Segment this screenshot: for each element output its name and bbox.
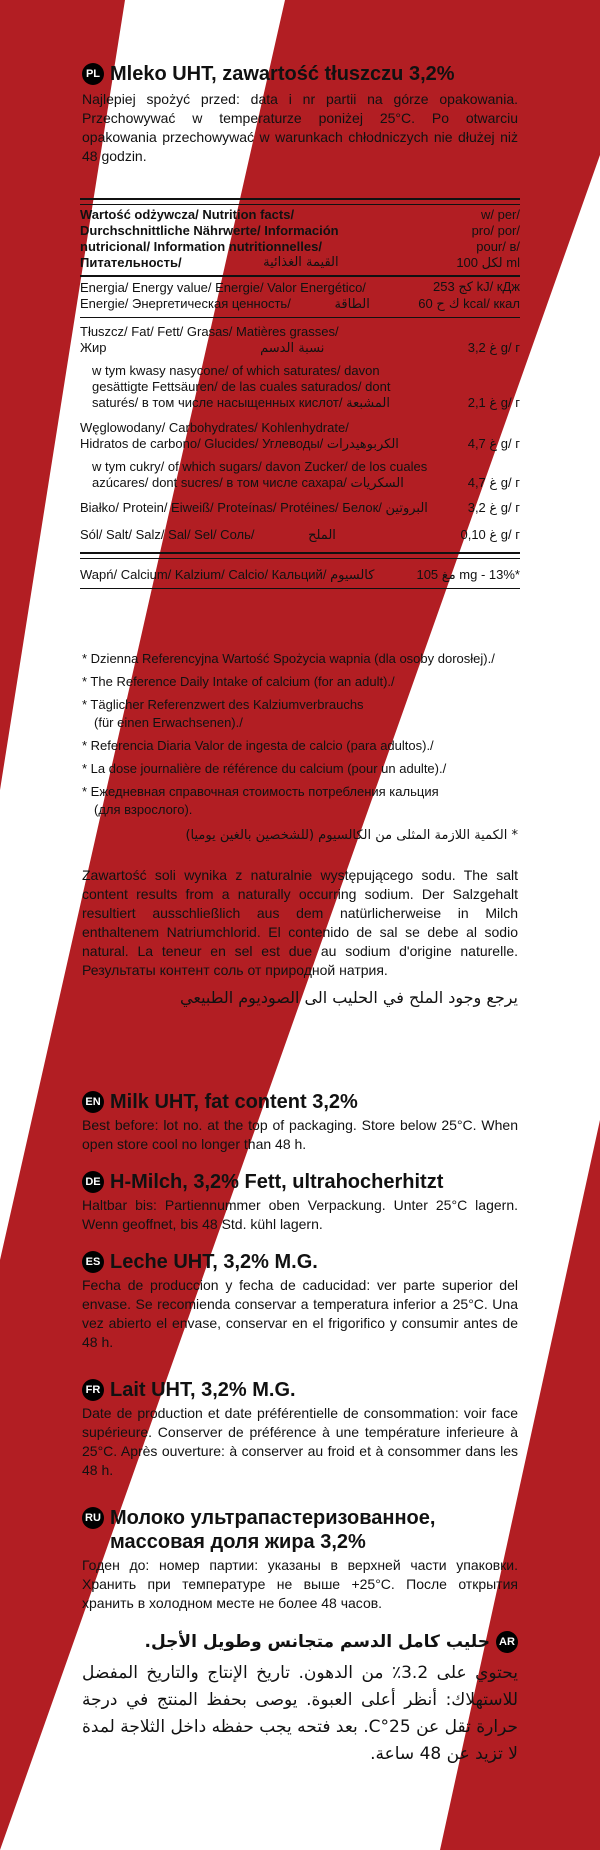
salt-explanation: Zawartość soli wynika z naturalnie występującego sodu. The salt content results from a naturally occurring sodium. Der Salzgehalt resultiert ausschließlich aus dem natürlicherweise in Milch enthaltenem Natriumchlorid. El contenido de sal se debe al sodio natural. La teneur en sel est due au sodium d'origine naturelle. Результаты контент соль от природной натрия. [82,867,518,978]
footnote: * The Reference Daily Intake of calcium (for an adult)./ [82,674,395,689]
en-section [82,1090,518,1154]
footnote: * Dzienna Referencyjna Wartość Spożycia wapnia (dla osoby dorosłej)./ [82,651,495,666]
ar-section [82,1630,518,1768]
energy-row [80,279,520,313]
footnotes [82,650,518,845]
ru-badge: RU [82,1507,104,1529]
sugars-row [80,459,520,492]
fat-unit-ar: غ [489,341,498,356]
pl-header [82,62,518,86]
energy-rule [80,317,520,318]
header-line-4-row [80,255,339,271]
energy-arabic: الطاقة [334,297,370,312]
per-3: pour/ в/ [476,239,520,254]
carbs-value: 4,7 g/ г [467,436,520,451]
protein-value: 3,2 g/ г [467,500,520,515]
per-1: w/ per/ [480,207,520,222]
pl-section [82,62,518,166]
energy-unit2-ar: ك ح [436,297,460,312]
pl-title: Mleko UHT, zawartość tłuszczu 3,2% [110,63,455,85]
table-header-right [456,207,520,272]
ar-badge: AR [496,1631,518,1653]
table-header [80,207,520,272]
fat-value: 3,2 g/ г [467,340,520,355]
carbs-arabic: الكربوهيدرات [326,437,399,452]
fr-text: Date de production et date préférentielle de consommation: voir face supérieure. Conserver de préférence à une température inferieure à 25°C. Après ouverture: à conserver au froid et à consommer dans les 48 h. [82,1405,518,1478]
header-line-4: Питательность/ [80,255,182,270]
saturates-value: 2,1 g/ г [467,395,520,410]
de-badge: DE [82,1171,104,1193]
salt-row [80,527,520,544]
saturates-row [80,363,520,412]
header-line-3: nutricional/ Information nutritionnelles/ [80,239,322,254]
energy-label-1: Energia/ Energy value/ Energie/ Valor Energético/ [80,280,366,295]
ar-title: حليب كامل الدسم متجانس وطويل الأجل. [144,1632,490,1652]
en-header [82,1090,518,1114]
saturates-arabic: المشبعة [346,396,390,411]
protein-arabic: البروتين [385,501,428,516]
sugars-label-2: azúcares/ dont sucres/ в том числе сахара/ [92,475,347,490]
fat-arabic: نسبة الدسم [260,341,325,356]
protein-row [80,500,520,517]
energy-label-2: Energie/ Энергетическая ценность/ [80,296,291,311]
calcium-row [80,567,520,584]
saturates-label-3: saturés/ в том числе насыщенных кислот/ [92,395,343,410]
en-text: Best before: lot no. at the top of packaging. Store below 25°C. When open store cool no longer than 48 h. [82,1117,518,1152]
de-header [82,1170,518,1194]
calcium-label: Wapń/ Calcium/ Kalzium/ Calcio/ Кальций/ [80,567,327,582]
fat-label-1: Tłuszcz/ Fat/ Fett/ Grasas/ Matières grasses/ [80,324,339,339]
es-badge: ES [82,1251,104,1273]
carbs-label-2: Hidratos de carbono/ Glucides/ Углеводы/ [80,436,324,451]
salt-unit-ar: غ [489,528,498,543]
es-header [82,1250,518,1274]
calcium-value: 105 mg - 13%* [416,567,520,582]
nutrition-table [80,198,520,589]
sugars-value: 4,7 g/ г [467,475,520,490]
per-2: pro/ por/ [471,223,520,238]
salt-value: 0,10 g/ г [460,527,520,542]
energy-kcal: 60 kcal/ ккал [418,296,520,311]
energy-kj: 253 kJ/ кДж [433,279,520,294]
ru-title-wrap [110,1506,435,1554]
salt-label: Sól/ Salt/ Salz/ Sal/ Sel/ Соль/ [80,527,255,542]
saturates-unit-ar: غ [489,396,498,411]
fat-label-2: Жир [80,340,107,355]
salt-arabic: الملح [308,528,336,543]
de-text: Haltbar bis: Partiennummer oben Verpackung. Unter 25°C lagern. Wenn geoffnet, bis 48 Std. kühl lagern. [82,1197,518,1232]
ru-title-2: массовая доля жира 3,2% [110,1531,366,1553]
saturates-label-2: gesättigte Fettsäuren/ de las cuales saturados/ dont [92,379,391,394]
footnote: * Referencia Diaria Valor de ingesta de calcio (para adultos)./ [82,738,434,753]
header-line-2: Durchschnittliche Nährwerte/ Información [80,223,339,238]
en-title: Milk UHT, fat content 3,2% [110,1091,358,1113]
carbs-label-1: Węglowodany/ Carbohydrates/ Kohlenhydrate/ [80,420,349,435]
pl-text: Najlepiej spożyć przed: data i nr partii na górze opakowania. Przechowywać w temperaturze poniżej 25°C. Po otwarciu opakowania przechowywać w warunkach chłodniczych nie dłużej niż 48 godzin. [82,91,518,164]
footnote-arabic: * الكمية اللازمة المثلى من الكالسيوم (للشخصين بالغين يوميا) [185,828,518,843]
fr-badge: FR [82,1379,104,1401]
sugars-label-1: w tym cukry/ of which sugars/ davon Zucker/ de los cuales [92,459,428,474]
ar-header [82,1630,518,1654]
footnote: (für einen Erwachsenen)./ [94,715,243,730]
protein-unit-ar: غ [489,501,498,516]
sugars-unit-ar: غ [489,476,498,491]
saturates-label-1: w tym kwasy nasycone/ of which saturates/ davon [92,363,380,378]
de-title: H-Milch, 3,2% Fett, ultrahocherhitzt [110,1171,444,1193]
fr-section [82,1378,518,1480]
fat-row [80,324,520,357]
sugars-arabic: السكريات [350,476,404,491]
ru-section [82,1506,518,1613]
ru-header [82,1506,518,1554]
per-4: 100 ml [456,255,520,270]
table-top-rule-thin [80,204,520,205]
es-title: Leche UHT, 3,2% M.G. [110,1251,318,1273]
table-header-left [80,207,339,272]
es-text: Fecha de produccion y fecha de caducidad: ver parte superior del envase. Se recomienda conservar a temperatura inferior a 25°C. Una vez abierto el envase, conservar en el frigorifico y consumir antes de 48 h. [82,1277,518,1350]
fr-title: Lait UHT, 3,2% M.G. [110,1379,296,1401]
salt-explanation-arabic: يرجع وجود الملح في الحليب الى الصوديوم الطبيعي [180,988,518,1007]
calcium-arabic: كالسيوم [330,568,375,583]
es-section [82,1250,518,1352]
ar-text: يحتوي على 3.2٪ من الدهون. تاريخ الإنتاج والتاريخ المفضل للاستهلاك: أنظر أعلى العبوة. يوصى بحفظ المنتج في درجة حرارة تقل عن 25°C. بعد فتحه يجب حفظه داخل الثلاجة لمدة لا تزيد عن 48 ساعة. [82,1663,519,1764]
pl-badge: PL [82,63,104,85]
per-arabic: لكل [481,256,503,271]
protein-label: Białko/ Protein/ Eiweiß/ Proteínas/ Protéines/ Белок/ [80,500,382,515]
de-section [82,1170,518,1234]
header-arabic: القيمة الغذائية [263,255,339,270]
energy-unit1-ar: كج [458,280,473,295]
en-badge: EN [82,1091,104,1113]
header-bottom-rule [80,275,520,277]
carbs-row [80,420,520,453]
ru-title-1: Молоко ультрапастеризованное, [110,1507,436,1529]
carbs-unit-ar: غ [489,437,498,452]
footnote: * Ежедневная справочная стоимость потребления кальция [82,784,439,799]
footnote: * Täglicher Referenzwert des Kalziumverbrauchs [82,697,364,712]
calcium-unit-ar: مغ [441,568,456,583]
footnote: * La dose journalière de référence du calcium (pour un adulte)./ [82,761,447,776]
fr-header [82,1378,518,1402]
footnote: (для взрослого). [94,802,193,817]
header-line-1: Wartość odżywcza/ Nutrition facts/ [80,207,295,222]
calcium-rule [80,588,520,589]
salt-rule-thin [80,558,520,559]
ru-text: Годен до: номер партии: указаны в верхней части упаковки. Хранить при температуре не выше +25°C. После открытия хранить в холодном месте не более 48 часов. [82,1557,518,1611]
